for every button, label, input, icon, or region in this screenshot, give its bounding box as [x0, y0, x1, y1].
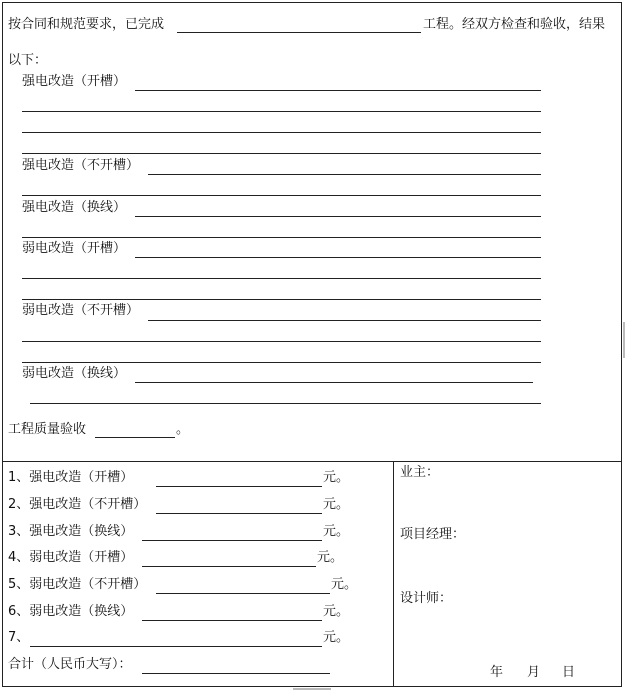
cost-item-unit: 元。 — [323, 604, 350, 619]
date-month-label: 月 — [527, 665, 541, 680]
intro-prefix: 按合同和规范要求，已完成 — [8, 17, 165, 32]
intro-continuation: 以下： — [8, 53, 48, 68]
intro-suffix: 工程。经双方检查和验收，结果 — [423, 17, 606, 32]
section-weak-rewire-label: 弱电改造（换线） — [22, 366, 127, 381]
cost-item-unit: 元。 — [323, 524, 350, 539]
cost-item-blank[interactable] — [142, 566, 316, 567]
cost-item-blank[interactable] — [156, 593, 330, 594]
cost-item-label: 6、弱电改造（换线） — [8, 604, 134, 619]
date-year-label: 年 — [490, 665, 504, 680]
designer-label: 设计师： — [400, 591, 453, 606]
section-weak-trench-blank[interactable] — [135, 257, 541, 258]
owner-label: 业主： — [400, 465, 440, 480]
total-label: 合计（人民币大写）： — [8, 657, 132, 672]
section-strong-trench-line[interactable] — [22, 153, 541, 154]
table-divider — [2, 461, 622, 462]
section-strong-rewire-label: 强电改造（换线） — [22, 200, 127, 215]
cost-item-label: 1、强电改造（开槽） — [8, 470, 134, 485]
section-strong-notrench-blank[interactable] — [148, 174, 541, 175]
cost-item-label: 5、弱电改造（不开槽） — [8, 577, 147, 592]
cost-item-label: 7、 — [8, 630, 30, 645]
project-manager-label: 项目经理： — [400, 527, 466, 542]
section-weak-notrench-line[interactable] — [22, 341, 541, 342]
cost-item-unit: 元。 — [323, 630, 350, 645]
cost-item-blank[interactable] — [142, 540, 322, 541]
cost-item-blank[interactable] — [30, 646, 322, 647]
cost-item-blank[interactable] — [142, 620, 322, 621]
section-strong-notrench-line[interactable] — [22, 195, 541, 196]
cost-item-unit: 元。 — [331, 577, 358, 592]
project-name-blank[interactable] — [177, 32, 421, 33]
section-strong-trench-line[interactable] — [22, 132, 541, 133]
horizontal-scrollbar-thumb[interactable] — [293, 688, 331, 690]
section-strong-notrench-label: 强电改造（不开槽） — [22, 158, 140, 173]
section-weak-notrench-line[interactable] — [22, 362, 541, 363]
cost-item-label: 4、弱电改造（开槽） — [8, 550, 134, 565]
section-weak-rewire-line[interactable] — [30, 403, 541, 404]
cost-item-blank[interactable] — [156, 513, 322, 514]
section-weak-trench-line[interactable] — [22, 299, 541, 300]
cost-item-unit: 元。 — [317, 550, 344, 565]
section-strong-trench-blank[interactable] — [135, 90, 541, 91]
cost-item-unit: 元。 — [323, 470, 350, 485]
section-strong-rewire-line[interactable] — [22, 237, 541, 238]
quality-label: 工程质量验收 — [8, 422, 87, 437]
cost-item-blank[interactable] — [156, 486, 322, 487]
date-day-label: 日 — [562, 665, 576, 680]
section-strong-trench-label: 强电改造（开槽） — [22, 74, 127, 89]
cost-item-label: 3、强电改造（换线） — [8, 524, 134, 539]
section-weak-trench-line[interactable] — [22, 278, 541, 279]
section-strong-trench-line[interactable] — [22, 111, 541, 112]
table-column-divider — [393, 461, 394, 687]
section-weak-rewire-blank[interactable] — [135, 382, 533, 383]
section-weak-notrench-label: 弱电改造（不开槽） — [22, 303, 140, 318]
section-strong-rewire-blank[interactable] — [135, 216, 541, 217]
quality-blank[interactable] — [95, 437, 175, 438]
total-amount-blank[interactable] — [142, 673, 330, 674]
section-weak-trench-label: 弱电改造（开槽） — [22, 241, 127, 256]
cost-item-unit: 元。 — [323, 497, 350, 512]
quality-end: 。 — [176, 422, 190, 437]
cost-item-label: 2、强电改造（不开槽） — [8, 497, 147, 512]
section-weak-notrench-blank[interactable] — [148, 320, 541, 321]
